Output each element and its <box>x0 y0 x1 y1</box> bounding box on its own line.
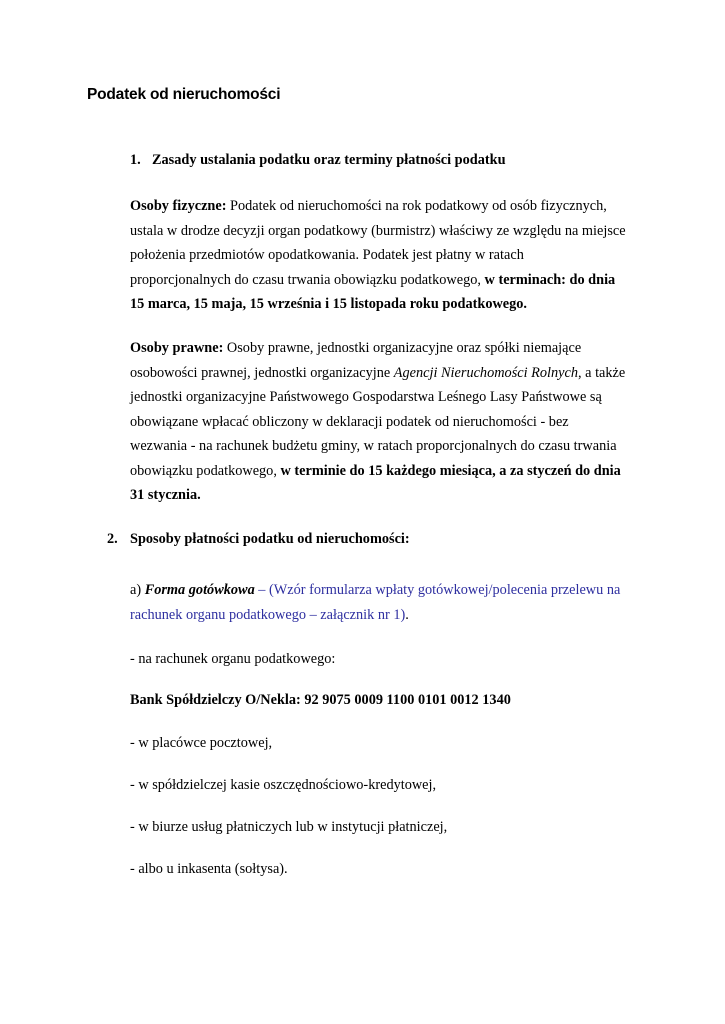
paragraph-forma-gotowkowa <box>130 578 645 627</box>
label-osoby-prawne: Osoby prawne: <box>130 340 224 356</box>
label-forma-gotowkowa: Forma gotówkowa <box>144 582 255 598</box>
payment-option-credit-union: - w spółdzielczej kasie oszczędnościowo-kredytowej, <box>130 777 437 793</box>
text-line <box>130 268 645 293</box>
paragraph-osoby-prawne <box>130 336 645 508</box>
text-span: . <box>405 606 409 623</box>
deadline-text: w terminie do 15 każdego miesiąca, a za styczeń do dnia <box>280 462 621 479</box>
bank-account-number: Bank Spółdzielczy O/Nekla: 92 9075 0009 1100 0101 0012 1340 <box>130 692 511 708</box>
label-osoby-fizyczne: Osoby fizyczne: <box>130 198 227 214</box>
list-prefix: a) <box>130 582 145 598</box>
section-1-heading <box>130 152 506 169</box>
section-2-number: 2. <box>107 531 118 547</box>
text-line <box>130 578 645 603</box>
payment-option-post-office: - w placówce pocztowej, <box>130 735 273 751</box>
document-title: Podatek od nieruchomości <box>87 86 281 103</box>
text-line <box>130 603 645 628</box>
text-line: wezwania - na rachunek budżetu gminy, w ratach proporcjonalnych do czasu trwania <box>130 438 617 454</box>
text-span: , a także <box>578 364 626 381</box>
deadline-text: 31 stycznia. <box>130 487 201 503</box>
text-line: ustala w drodze decyzji organ podatkowy (burmistrz) właściwy ze względu na miejsce <box>130 222 626 239</box>
section-1-heading-text: Zasady ustalania podatku oraz terminy płatności podatku <box>152 152 506 168</box>
text-span: obowiązku podatkowego, <box>130 462 281 479</box>
text-line <box>130 361 645 386</box>
text-span: – <box>254 582 270 598</box>
text-line <box>130 194 645 219</box>
deadline-text: w terminach: do dnia <box>484 271 616 288</box>
text-span: Podatek od nieruchomości na rok podatkowy od osób fizycznych, <box>226 198 607 214</box>
payment-account-line: - na rachunek organu podatkowego: <box>130 651 336 667</box>
payment-option-payment-office: - w biurze usług płatniczych lub w instytucji płatniczej, <box>130 819 448 835</box>
text-span: Osoby prawne, jednostki organizacyjne oraz spółki niemające <box>223 340 582 356</box>
paragraph-osoby-fizyczne <box>130 194 645 317</box>
text-line <box>130 483 645 508</box>
text-span: proporcjonalnych do czasu trwania obowiązku podatkowego, <box>130 271 485 288</box>
attachment-link[interactable]: (Wzór formularza wpłaty gotówkowej/polecenia przelewu na <box>269 582 621 598</box>
text-span: osobowości prawnej, jednostki organizacyjne <box>130 364 394 381</box>
text-line: jednostki organizacyjne Państwowego Gospodarstwa Leśnego Lasy Państwowe są <box>130 389 602 405</box>
text-line: położenia przedmiotów opodatkowania. Podatek jest płatny w ratach <box>130 247 524 263</box>
text-line <box>130 336 645 361</box>
payment-option-collector: - albo u inkasenta (sołtysa). <box>130 861 288 877</box>
text-line: obowiązane wpłacać obliczony w deklaracji podatek od nieruchomości - bez <box>130 413 569 430</box>
agency-name: Agencji Nieruchomości Rolnych <box>393 364 579 381</box>
section-2-heading <box>107 531 410 548</box>
attachment-link[interactable]: rachunek organu podatkowego – załącznik nr 1) <box>130 606 406 623</box>
deadline-text: 15 marca, 15 maja, 15 września i 15 listopada roku podatkowego. <box>130 296 528 312</box>
section-1-number: 1. <box>130 152 141 168</box>
text-line <box>130 459 645 484</box>
section-2-heading-text: Sposoby płatności podatku od nieruchomości: <box>130 531 410 547</box>
text-line <box>130 292 645 317</box>
